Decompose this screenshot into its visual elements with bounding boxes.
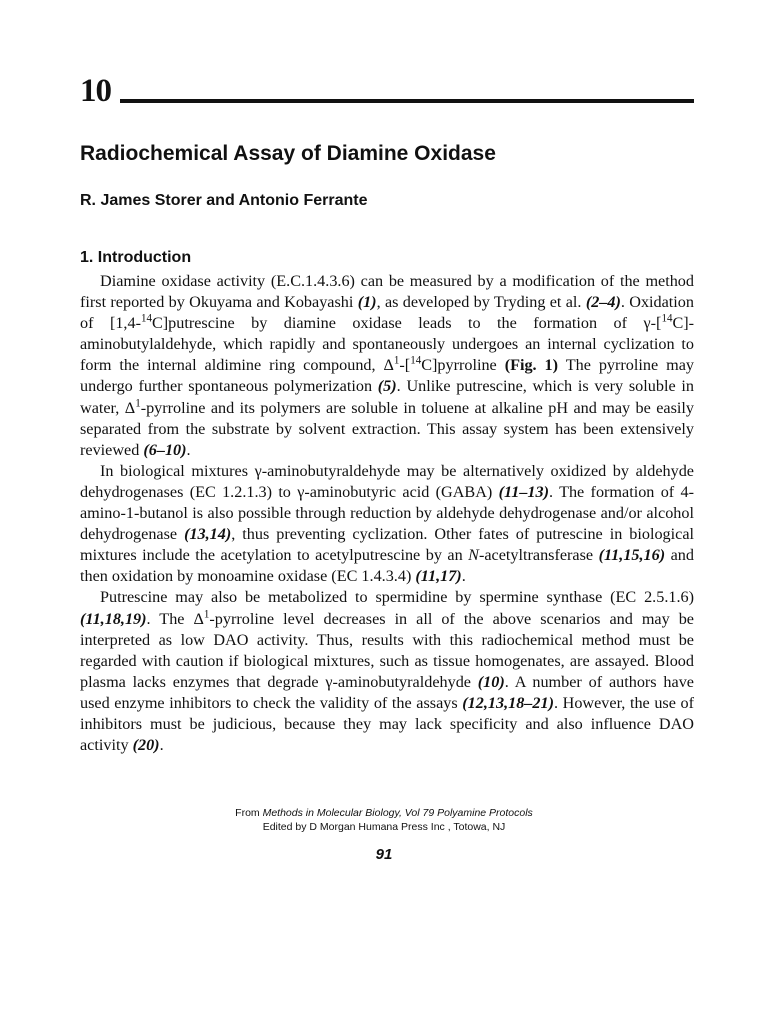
chapter-header — [80, 74, 694, 108]
text-run: C]putrescine by diamine oxidase leads to the formation of γ-[ — [151, 314, 662, 333]
citation-ref: (5) — [377, 377, 397, 396]
chapter-rule — [120, 99, 694, 103]
paragraph — [80, 271, 694, 461]
citation-ref: (20) — [132, 736, 160, 755]
text-run: C]-aminobutylaldehyde, which rapidly and spontaneously undergoes an internal cyclization to form the internal aldimine ring compound, Δ — [80, 314, 695, 375]
source-from-label: From — [235, 807, 260, 819]
text-run: -pyrroline and its polymers are soluble in toluene at alkaline pH and may be easily separated from the substrate by solvent extraction. This assay system has been extensively reviewed — [80, 398, 694, 459]
citation-ref: (6–10) — [143, 440, 187, 459]
text-run: -acetyltransferase — [478, 546, 599, 565]
text-run: . Unlike putrescine, which is very soluble in water, Δ — [80, 377, 694, 417]
figure-ref: (Fig. 1) — [504, 356, 559, 375]
chapter-title: Radiochemical Assay of Diamine Oxidase — [80, 142, 496, 165]
citation-ref: (12,13,18–21) — [462, 693, 554, 712]
superscript: 14 — [410, 354, 422, 367]
paragraph — [80, 587, 694, 756]
citation-ref: (11,17) — [415, 567, 462, 586]
text-run: . — [159, 736, 164, 755]
text-run: The pyrroline may undergo further spontaneous polymerization — [80, 356, 694, 396]
text-run: -pyrroline level decreases in all of the above scenarios and may be interpreted as low DAO activity. Thus, results with this radiochemical method must be regarded with caution if biological mixtures, such as tissue homogenates, are assayed. Blood plasma lacks enzymes that degrade γ-aminobutyraldehyde — [80, 609, 694, 691]
text-run: , as developed by Tryding et al. — [376, 293, 586, 312]
citation-ref: (13,14) — [184, 525, 232, 544]
text-run: . The formation of 4-amino-1-butanol is also possible through reduction by aldehyde dehydrogenase and/or alcohol dehydrogenase — [80, 482, 694, 544]
text-run: and then oxidation by monoamine oxidase (EC 1.4.3.4) — [80, 546, 694, 586]
citation-ref: (11,15,16) — [598, 546, 666, 565]
source-edited-line: Edited by D Morgan Humana Press Inc , Totowa, NJ — [262, 821, 506, 833]
superscript: 1 — [135, 397, 141, 410]
page-number: 91 — [375, 846, 393, 863]
text-run: . — [186, 440, 191, 459]
text-run: . The Δ — [146, 609, 204, 628]
source-line — [150, 806, 618, 820]
section-heading: 1. Introduction — [80, 249, 192, 266]
paragraph — [80, 461, 694, 588]
text-run: C]pyrroline — [421, 356, 505, 375]
chapter-number: 10 — [80, 73, 111, 109]
text-run: Putrescine may also be metabolized to spermidine by spermine synthase (EC 2.5.1.6) — [100, 588, 694, 607]
citation-ref: (11,18,19) — [80, 609, 147, 628]
superscript: 1 — [393, 354, 400, 367]
citation-ref: (2–4) — [585, 293, 621, 312]
text-run: . However, the use of inhibitors must be judicious, because they may lack specificity and also influence DAO activity — [80, 693, 694, 755]
citation-ref: (10) — [477, 672, 505, 691]
text-run: . Oxidation of [1,4- — [80, 293, 694, 333]
citation-ref: (11–13) — [498, 482, 549, 501]
superscript: 14 — [140, 312, 152, 325]
citation-ref: (1) — [357, 293, 377, 312]
text-run: -[ — [399, 356, 411, 375]
text-run: . — [461, 567, 466, 586]
text-run: In biological mixtures γ-aminobutyraldehyde may be alternatively oxidized by aldehyde dehydrogenases (EC 1.2.1.3) to γ-aminobutyric acid (GABA) — [80, 461, 694, 501]
body-text — [80, 271, 694, 756]
superscript: 1 — [203, 608, 210, 621]
chapter-authors: R. James Storer and Antonio Ferrante — [80, 192, 368, 209]
italic-text: N — [468, 546, 479, 565]
source-footnote — [150, 806, 618, 834]
superscript: 14 — [661, 312, 673, 325]
source-book-title: Methods in Molecular Biology, Vol 79 Polyamine Protocols — [262, 807, 533, 819]
text-run: Diamine oxidase activity (E.C.1.4.3.6) can be measured by a modification of the method first reported by Okuyama and Kobayashi — [80, 272, 694, 312]
text-run: , thus preventing cyclization. Other fates of putrescine in biological mixtures include the acetylation to acetylputrescine by an — [80, 525, 694, 565]
text-run: . A number of authors have used enzyme inhibitors to check the validity of the assays — [80, 672, 694, 712]
